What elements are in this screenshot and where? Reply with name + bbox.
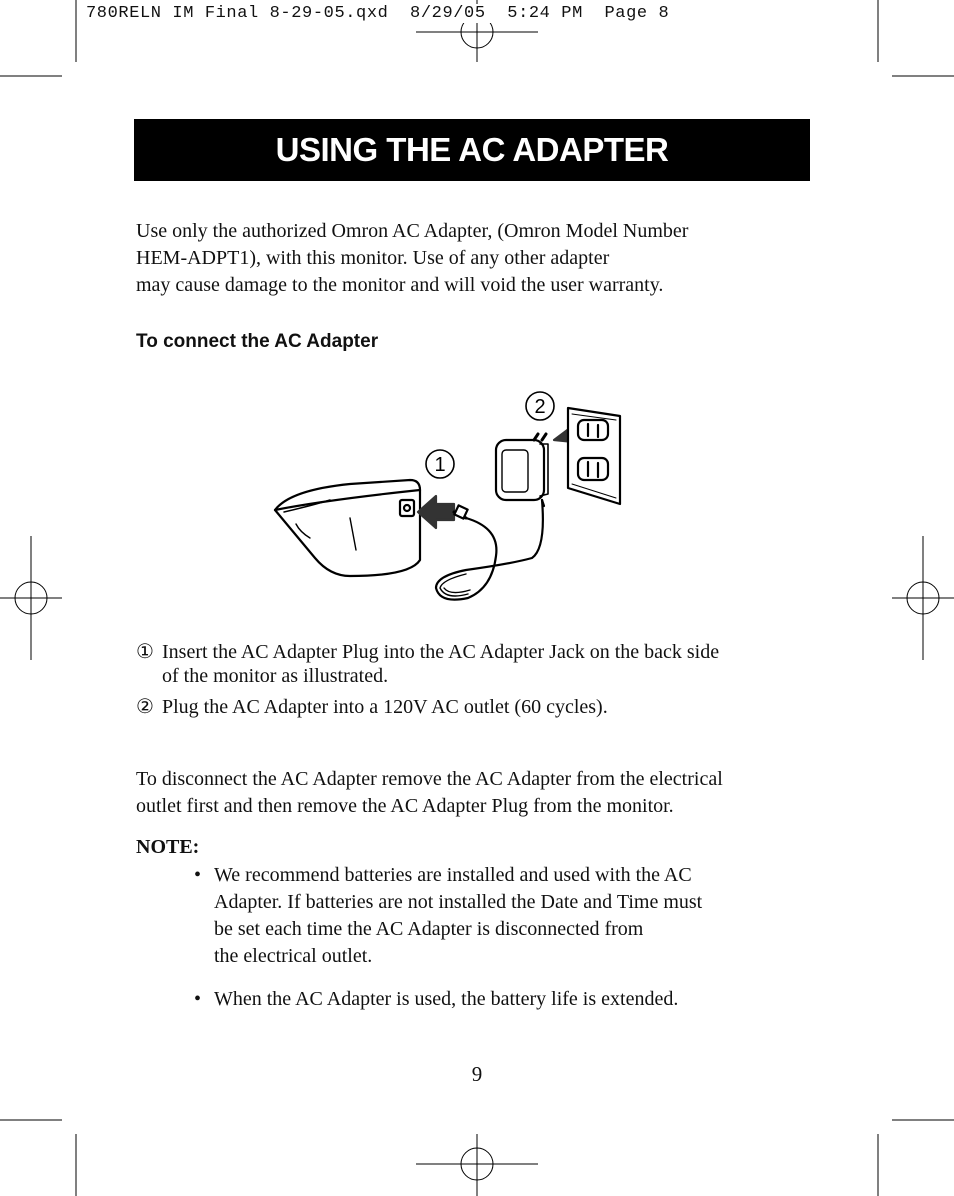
ac-adapter-illustration	[270, 388, 630, 608]
wall-outlet-icon	[568, 408, 620, 504]
monitor-illustration	[275, 480, 420, 576]
step-2	[136, 695, 826, 719]
note-item-1	[194, 862, 814, 970]
bullet-icon: •	[194, 864, 202, 886]
note-line: the electrical outlet.	[214, 945, 373, 967]
step-1	[136, 640, 826, 688]
print-slug: 780RELN IM Final 8-29-05.qxd 8/29/05 5:24 PM Page 8	[86, 4, 670, 23]
page-number: 9	[471, 1062, 483, 1086]
registration-mark-bottom	[416, 1134, 538, 1196]
step-marker: ①	[136, 641, 154, 663]
step-marker: ②	[136, 696, 154, 718]
callout-1-label: 1	[434, 454, 446, 476]
registration-mark-left	[0, 536, 62, 660]
note-line: be set each time the AC Adapter is disconnected from	[214, 918, 644, 940]
note-item-2	[194, 986, 814, 1013]
disconnect-line: outlet first and then remove the AC Adapter Plug from the monitor.	[136, 795, 674, 817]
bullet-icon: •	[194, 988, 202, 1010]
intro-line: may cause damage to the monitor and will void the user warranty.	[136, 274, 664, 296]
intro-line: Use only the authorized Omron AC Adapter, (Omron Model Number	[136, 220, 689, 242]
step-line: of the monitor as illustrated.	[162, 665, 389, 687]
intro-line: HEM-ADPT1), with this monitor. Use of any other adapter	[136, 247, 610, 269]
adapter-icon	[496, 434, 548, 506]
adapter-jack-icon	[400, 500, 414, 516]
arrow-1-icon	[418, 496, 454, 528]
callout-2-label: 2	[534, 396, 546, 418]
disconnect-paragraph	[136, 766, 826, 820]
intro-paragraph	[136, 218, 826, 299]
section-heading: To connect the AC Adapter	[136, 331, 379, 352]
page-title: USING THE AC ADAPTER	[134, 119, 810, 181]
disconnect-line: To disconnect the AC Adapter remove the AC Adapter from the electrical	[136, 768, 723, 790]
registration-mark-right	[892, 536, 954, 660]
step-line: Insert the AC Adapter Plug into the AC Adapter Jack on the back side	[162, 641, 720, 663]
note-line: Adapter. If batteries are not installed the Date and Time must	[214, 891, 703, 913]
note-label: NOTE:	[136, 836, 200, 858]
note-line: We recommend batteries are installed and used with the AC	[214, 864, 692, 886]
step-line: Plug the AC Adapter into a 120V AC outlet (60 cycles).	[162, 696, 608, 718]
note-line: When the AC Adapter is used, the battery life is extended.	[214, 988, 679, 1010]
